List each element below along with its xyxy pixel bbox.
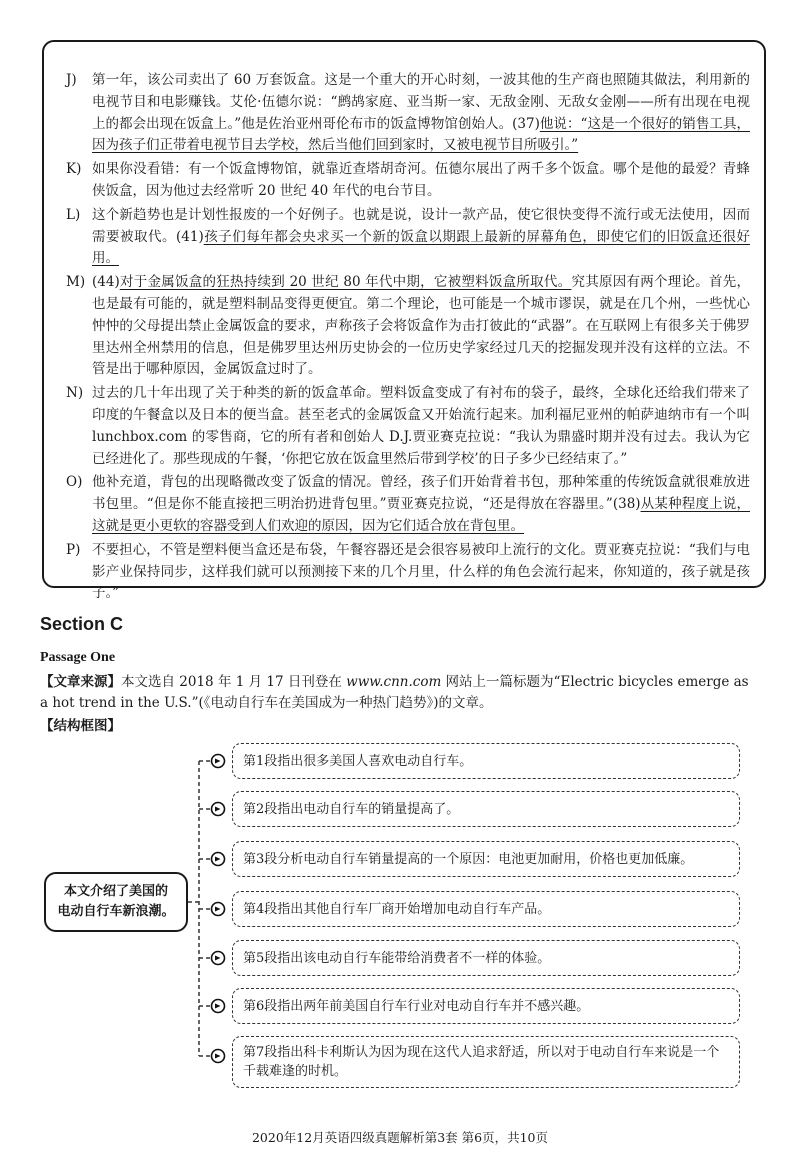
underlined-answer: 孩子们每年都会央求买一个新的饭盒以期跟上最新的屏幕角色，即使它们的旧饭盒还很好用。 <box>92 228 750 267</box>
paragraph-j <box>66 70 750 157</box>
node-text: 第5段指出该电动自行车能带给消费者不一样的体验。 <box>243 950 551 966</box>
summary-line-2: 电动自行车新浪潮。 <box>57 904 175 919</box>
structure-diagram-title: 【结构框图】 <box>40 718 121 734</box>
paragraph-text: 这个新趋势也是计划性报废的一个好例子。也就是说，设计一款产品，使它很快变得不流行或无法使用，因而需要被取代。(41) <box>92 206 750 245</box>
paragraph-text: 如果你没看错：有一个饭盒博物馆，就靠近查塔胡奇河。伍德尔展出了两千多个饭盒。哪个是他的最爱？青蜂侠饭盒，因为他过去经常听 20 世纪 40 年代的电台节目。 <box>92 161 750 199</box>
structure-node-6 <box>232 988 740 1024</box>
structure-node-1 <box>232 743 740 779</box>
node-text: 第1段指出很多美国人喜欢电动自行车。 <box>243 753 473 769</box>
circle-arrow-icon <box>210 851 226 867</box>
source-tag: 【文章来源】 <box>40 674 121 690</box>
paragraph-label: P) <box>66 541 81 558</box>
paragraph-label: L) <box>66 206 81 223</box>
source-text-post: 网站上一篇标题为“Electric bicycles emerge as a hot trend in the U.S.”(《电动自行车在美国成为一种热门趋势》)的文章。 <box>40 674 749 711</box>
page-footer: 2020年12月英语四级真题解析第3套 第6页，共10页 <box>251 1130 548 1145</box>
node-text: 第3段分析电动自行车销量提高的一个原因：电池更加耐用，价格也更加低廉。 <box>243 851 694 867</box>
summary-box <box>44 872 188 932</box>
structure-node-4 <box>232 891 740 927</box>
paragraph-n <box>66 383 750 470</box>
passage-title: Passage One <box>40 650 116 665</box>
paragraph-o <box>66 472 750 537</box>
circle-arrow-icon <box>210 801 226 817</box>
paragraph-label: K) <box>66 161 82 178</box>
paragraph-text: 第一年，该公司卖出了 60 万套饭盒。这是一个重大的开心时刻，一波其他的生产商也照随其做法，利用新的电视节目和电影赚钱。艾伦·伍德尔说：“鹧鸪家庭、亚当斯一家、无敌金刚、无敌女金刚——所有出现在电视上的都会出现在饭盒上。”他是佐治亚州哥伦布市的饭盒博物馆创始人。(37) <box>92 72 750 132</box>
underlined-answer: 对于金属饭盒的狂热持续到 20 世纪 80 年代中期，它被塑料饭盒所取代。 <box>119 274 572 291</box>
circle-arrow-icon <box>210 753 226 769</box>
paragraph-p <box>66 540 750 605</box>
summary-line-1: 本文介绍了美国的 <box>63 884 168 899</box>
section-title: Section C <box>40 614 124 634</box>
node-text: 第2段指出电动自行车的销量提高了。 <box>243 801 460 817</box>
node-text: 第6段指出两年前美国自行车行业对电动自行车并不感兴趣。 <box>243 998 590 1014</box>
node-text: 第4段指出其他自行车厂商开始增加电动自行车产品。 <box>243 901 551 917</box>
paragraph-m <box>66 272 750 381</box>
paragraph-k <box>66 159 750 203</box>
paragraph-label: N) <box>66 385 84 402</box>
circle-arrow-icon <box>210 901 226 917</box>
circle-arrow-icon <box>210 1048 226 1064</box>
structure-node-2 <box>232 791 740 827</box>
paragraph-text: 不要担心，不管是塑料便当盒还是布袋，午餐容器还是会很容易被印上流行的文化。贾亚赛克拉说：“我们与电影产业保持同步，这样我们就可以预测接下来的几个月里，什么样的角色会流行起来，你知道的，孩子就是孩子。” <box>92 541 750 602</box>
structure-node-7 <box>232 1036 740 1088</box>
structure-node-5 <box>232 940 740 976</box>
paragraph-text: 他补充道，背包的出现略微改变了饭盒的情况。曾经，孩子们开始背着书包，那种笨重的传统饭盒就很难放进书包里。“但是你不能直接把三明治扔进背包里。”贾亚赛克拉说，“还是得放在容器里。”(38) <box>92 474 750 513</box>
underlined-answer: 他说：“这是一个很好的销售工具，因为孩子们正带着电视节目去学校，然后当他们回到家时，又被电视节目所吸引。” <box>92 115 750 154</box>
article-source <box>40 672 760 714</box>
node-text: 第7段指出科卡利斯认为因为现在这代人追求舒适，所以对于电动自行车来说是一个千载难逢的时机。 <box>243 1045 720 1079</box>
source-site: www.cnn.com <box>346 674 442 690</box>
paragraph-label: J) <box>66 72 77 88</box>
structure-node-3 <box>232 841 740 877</box>
paragraph-text: 过去的几十年出现了关于种类的新的饭盒革命。塑料饭盒变成了有衬布的袋子，最终，全球化还给我们带来了印度的午餐盒以及日本的便当盒。甚至老式的金属饭盒又开始流行起来。加利福尼亚州的帕萨迪纳市有一个叫 lunchbox.com 的零售商，它的所有者和创始人 D.J.贾亚赛克拉说：“我认为鼎盛时期并没有过去。我认为它已经进化了。那些现成的午餐，‘你把它放在饭盒里然后带到学校’的日子多少已经结束了。” <box>92 385 750 467</box>
circle-arrow-icon <box>210 950 226 966</box>
paragraph-label: M) <box>66 274 86 291</box>
paragraph-label: O) <box>66 474 83 491</box>
underlined-answer: 从某种程度上说，这就是更小更软的容器受到人们欢迎的原因，因为它们适合放在背包里。 <box>92 496 750 534</box>
source-text-pre: 本文选自 2018 年 1 月 17 日刊登在 <box>121 674 347 690</box>
reading-panel <box>42 40 766 602</box>
paragraph-text: 究其原因有两个理论。首先，也是最有可能的，就是塑料制品变得更便宜。第二个理论，也可能是一个城市谬误，就是在几个州，一些忧心忡忡的父母提出禁止金属饭盒的要求，声称孩子会将饭盒作为击打彼此的“武器”。在互联网上有很多关于佛罗里达州全州禁用的信息，但是佛罗里达州历史协会的一位历史学家经过几天的挖掘发现并没有这样的立法。不管是出于哪种原因，金属饭盒过时了。 <box>92 274 751 378</box>
paragraph-text: (44) <box>92 274 120 291</box>
paragraph-l <box>66 205 750 270</box>
circle-arrow-icon <box>210 998 226 1014</box>
